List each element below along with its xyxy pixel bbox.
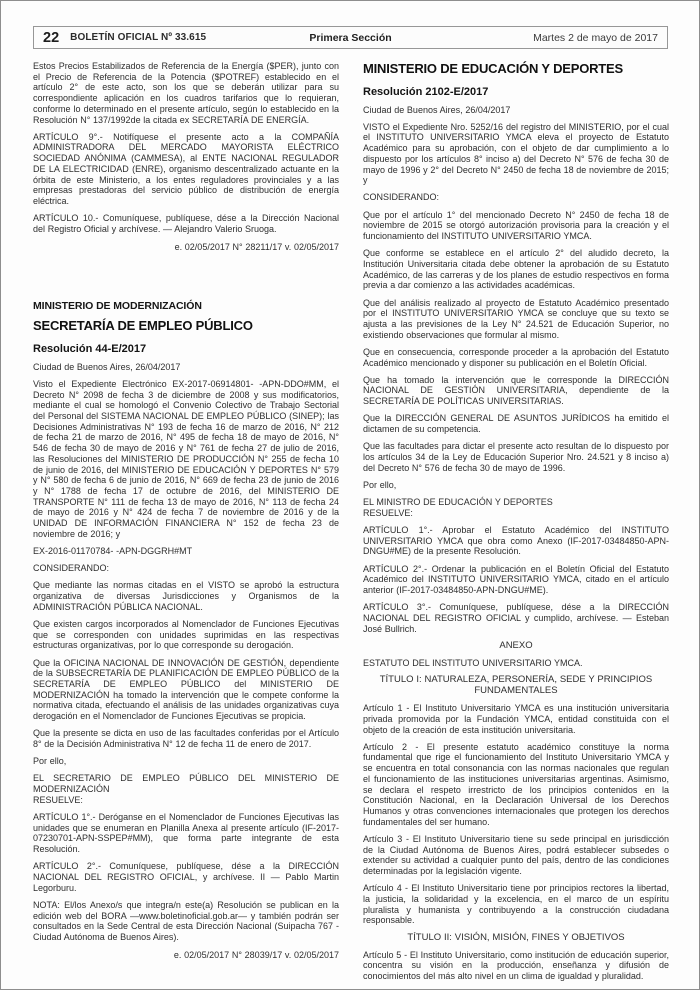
ministry-heading: MINISTERIO DE MODERNIZACIÓN [33,300,202,313]
paragraph: Que la DIRECCIÓN GENERAL DE ASUNTOS JURÍDICOS ha emitido el dictamen de su competencia. [363,413,669,435]
paragraph: Que por el artículo 1° del mencionado Decreto N° 2450 de fecha 18 de noviembre de 2015 se otorgó autorización provisoria para la creación y el funcionamiento del INSTITUTO UNIVERSITARIO YMCA. [363,209,669,242]
paragraph: Por ello, [363,479,397,490]
paragraph: EL MINISTRO DE EDUCACIÓN Y DEPORTES [363,497,553,508]
paragraph: NOTA: El/los Anexo/s que integra/n este(a) Resolución se publican en la edición web del BORA —www.boletinoficial.gob.ar— y también podrán ser consultados en la Sede Central de esta Dirección Nacional (Suipacha 767 - Ciudad Autónoma de Buenos Aires). [33,899,339,943]
paragraph: EL SECRETARIO DE EMPLEO PÚBLICO DEL MINISTERIO DE MODERNIZACIÓN [33,773,339,795]
paragraph: Que conforme se establece en el artículo 2° del aludido decreto, la Institución Universitaria citada debe obtener la aprobación de su Estatuto Académico, de las carreras y de los planes de estudio respectivos en forma previa a dar comienzo a las actividades académicas. [363,248,669,291]
record-line: e. 02/05/2017 N° 28039/17 v. 02/05/2017 [173,949,339,960]
paragraph: Visto el Expediente Electrónico EX-2017-06914801- -APN-DDO#MM, el Decreto N° 2098 de fecha 3 de diciembre de 2008 y sus modificatorios, mediante el cual se homologó el Convenio Colectivo de Trabajo Sectorial del Personal del SISTEMA NACIONAL DE EMPLEO PÚBLICO (SINEP); las Decisiones Administrativas N° 193 de fecha 16 de marzo de 2016, N° 212 de fecha 21 de marzo de 2016, N° 495 de fecha 18 de mayo de 2016, N° 546 de fecha 30 de mayo de 2016 y N° 761 de fecha 27 de julio de 2016, las Resoluciones del MINISTERIO DE PRODUCCIÓN N° 255 de fecha 10 de junio de 2016, del MINISTERIO DE EDUCACIÓN Y DEPORTES N° 579 y N° 580 de fecha 6 de junio de 2016, N° 669 de fecha 23 de junio de 2016 y N° 1788 de fecha 17 de octubre de 2016, del MINISTERIO DE TRANSPORTE N° 111 de fecha 13 de mayo de 2016, N° 113 de fecha 24 de mayo de 2016 y N° 424 de fecha 7 de noviembre de 2016 y de la UNIDAD DE INFORMACIÓN FINANCIERA N° 152 de fecha 23 de noviembre de 2016; y [33,378,339,539]
paragraph: Que del análisis realizado al proyecto de Estatuto Académico presentado por el INSTITUTO UNIVERSITARIO YMCA se concluye que su texto se ajusta a las previsiones de la Ley N° 24.521 de Educación Superior, no existiendo observaciones que formular al mismo. [363,297,669,340]
paragraph: Artículo 5 - El Instituto Universitario, como institución de educación superior, concentra su visión en la producción, enseñanza y difusión de conocimientos del más alto nivel en un clima de igualdad y pluralidad. [363,949,669,982]
section-label: Primera Sección [309,31,392,44]
paragraph: Que la presente se dicta en uso de las facultades conferidas por el Artículo 8° de la Decisión Administrativa N° 12 de fecha 11 de enero de 2017. [33,728,339,750]
record-line: e. 02/05/2017 N° 28211/17 v. 02/05/2017 [174,241,339,252]
paragraph: ESTATUTO DEL INSTITUTO UNIVERSITARIO YMCA. [363,658,583,669]
paragraph: Que la OFICINA NACIONAL DE INNOVACIÓN DE GESTIÓN, dependiente de la SUBSECRETARÍA DE PLANIFICACIÓN DE EMPLEO PÚBLICO de la SECRETARÍA DE EMPLEO PÚBLICO del MINISTERIO DE MODERNIZACIÓN ha tomado la intervención que le compete conforme la normativa citada, efectuando el análisis de las unidades organizativas cuya derogación en el Nomenclador de Funciones Ejecutivas se propicia. [33,657,339,722]
paragraph: ARTÍCULO 2°.- Ordenar la publicación en el Boletín Oficial del Estatuto Académico del INSTITUTO UNIVERSITARIO YMCA, citado en el artículo anterior (IF-2017-03484850-APN-DNGU#ME). [363,563,669,596]
paragraph: ARTÍCULO 3°.- Comuníquese, publíquese, dése a la DIRECCIÓN NACIONAL DEL REGISTRO OFICIAL y cumplido, archívese. — Esteban José Bullrich. [363,602,669,634]
section-heading: MINISTERIO DE EDUCACIÓN Y DEPORTES [363,61,623,76]
page-number: 22 [43,29,60,46]
left-column [33,59,339,963]
paragraph: Artículo 4 - El Instituto Universitario tiene por principios rectores la libertad, la justicia, la solidaridad y la excelencia, en el marco de un espíritu pluralista y humanista y contribuyendo a la construcción ciudadana responsable. [363,883,669,926]
paragraph: CONSIDERANDO: [363,192,440,203]
paragraph: EX-2016-01170784- -APN-DGGRH#MT [33,546,193,556]
paragraph: ARTÍCULO 9°.- Notifíquese el presente acto a la COMPAÑÍA ADMINISTRADORA DEL MERCADO MAYORISTA ELÉCTRICO SOCIEDAD ANÓNIMA (CAMMESA), al ENTE NACIONAL REGULADOR DE LA ELECTRICIDAD (ENRE), organismo descentralizado actuante en la órbita de este Ministerio, a los entes reguladores provinciales y a las empresas prestadoras del servicio público de distribución de energía eléctrica. [33,131,339,206]
paragraph: ARTÍCULO 1°.- Deróganse en el Nomenclador de Funciones Ejecutivas las unidades que se enumeran en Planilla Anexa al presente artículo (IF-2017-07230701-APN-SSPEP#MM), que forma parte integrante de esta Resolución. [33,812,339,855]
paragraph: RESUELVE: [363,507,413,518]
paragraph: Que mediante las normas citadas en el VISTO se aprobó la estructura organizativa de diversas Jurisdicciones y Organismos de la ADMINISTRACIÓN PÚBLICA NACIONAL. [33,580,339,612]
centered-heading: TÍTULO I: NATURALEZA, PERSONERÍA, SEDE Y PRINCIPIOS FUNDAMENTALES [379,674,653,696]
bulletin-title: BOLETÍN OFICIAL Nº 33.615 [70,32,207,43]
paragraph: Artículo 3 - El Instituto Universitario tiene su sede principal en jurisdicción de la Ciudad Autónoma de Buenos Aires, podrá establecer subsedes o extender su actividad a cualquier punto del país, dentro de las condiciones determinadas por la legislación vigente. [363,833,669,876]
paragraph: ARTÍCULO 10.- Comuníquese, publíquese, dése a la Dirección Nacional del Registro Oficial y archívese. — Alejandro Valerio Sruoga. [33,213,339,234]
resolution-heading: Resolución 44-E/2017 [33,343,147,356]
issue-date: Martes 2 de mayo de 2017 [533,31,658,44]
paragraph: ARTÍCULO 2°.- Comuníquese, publíquese, dése a la DIRECCIÓN NACIONAL DEL REGISTRO OFICIAL, y archívese. II — Pablo Martin Legorburu. [33,861,339,893]
paragraph: Ciudad de Buenos Aires, 26/04/2017 [363,104,511,115]
paragraph: Por ello, [33,756,67,767]
right-column [363,59,669,982]
paragraph: Estos Precios Estabilizados de Referencia de la Energía ($PER), junto con el Precio de Referencia de la Potencia ($POTREF) establecido en el artículo 2° de este acto, son los que se deberán utilizar para su correspondiente aplicación en los cuadros tarifarios que lo requieran, conforme lo determinado en el presente artículo, según lo establecido en la Resolución N° 137/1992de la citada ex SECRETARÍA DE ENERGÍA. [33,61,339,125]
section-heading: SECRETARÍA DE EMPLEO PÚBLICO [33,318,253,334]
paragraph: Artículo 1 - El Instituto Universitario YMCA es una institución universitaria privada promovida por la Fundación YMCA, entidad constituida con el objeto de la creación de esta institución universitaria. [363,703,669,735]
paragraph: CONSIDERANDO: [33,563,110,574]
paragraph: Ciudad de Buenos Aires, 26/04/2017 [33,361,181,372]
centered-heading: TÍTULO II: VISIÓN, MISIÓN, FINES Y OBJETIVOS [407,931,625,943]
resolution-heading: Resolución 2102-E/2017 [363,86,489,98]
paragraph: VISTO el Expediente Nro. 5252/16 del registro del MINISTERIO, por el cual el INSTITUTO UNIVERSITARIO YMCA eleva el proyecto de Estatuto Académico para su aprobación, con el objeto de dar cumplimiento a lo dispuesto por los artículos 8° inciso a) del Decreto N° 576 de fecha 30 de mayo de 1996 y 2° del Decreto N° 2450 de fecha 18 de noviembre de 2015; y [363,121,669,186]
paragraph: Que las facultades para dictar el presente acto resultan de lo dispuesto por los artículos 34 de la Ley de Educación Superior Nro. 24.521 y 8 inciso a) del Decreto N° 576 de fecha 30 de mayo de 1996. [363,441,669,473]
paragraph: Que existen cargos incorporados al Nomenclador de Funciones Ejecutivas que se corresponden con unidades suprimidas en las respectivas estructuras organizativas, por lo que corresponde su derogación. [33,619,339,651]
content-columns [33,59,669,982]
paragraph: RESUELVE: [33,794,83,805]
paragraph: ARTÍCULO 1°.- Aprobar el Estatuto Académico del INSTITUTO UNIVERSITARIO YMCA que obra como Anexo (IF-2017-03484850-APN-DNGU#ME) de la presente Resolución. [363,525,669,557]
paragraph: Que en consecuencia, corresponde proceder a la aprobación del Estatuto Académico mencionado y disponer su publicación en el Boletín Oficial. [363,346,669,368]
paragraph: Que ha tomado la intervención que le corresponde la DIRECCIÓN NACIONAL DE GESTIÓN UNIVERSITARIA, dependiente de la SECRETARÍA DE POLÍTICAS UNIVERSITARIAS. [363,374,669,407]
paragraph: Artículo 2 - El presente estatuto académico constituye la norma fundamental que rige el funcionamiento del Instituto Universitario YMCA y se encuentra en total consonancia con las normas nacionales que regulan el funcionamiento de las instituciones universitarias argentinas. Asimismo, se declara el respeto irrestricto de los principios contenidos en la Constitución Nacional, en la Declaración Universal de los Derechos Humanos y otras convenciones internacionales que protegen los derechos fundamentales del ser humano. [363,741,669,827]
centered-heading: ANEXO [499,639,533,651]
masthead [33,26,668,49]
